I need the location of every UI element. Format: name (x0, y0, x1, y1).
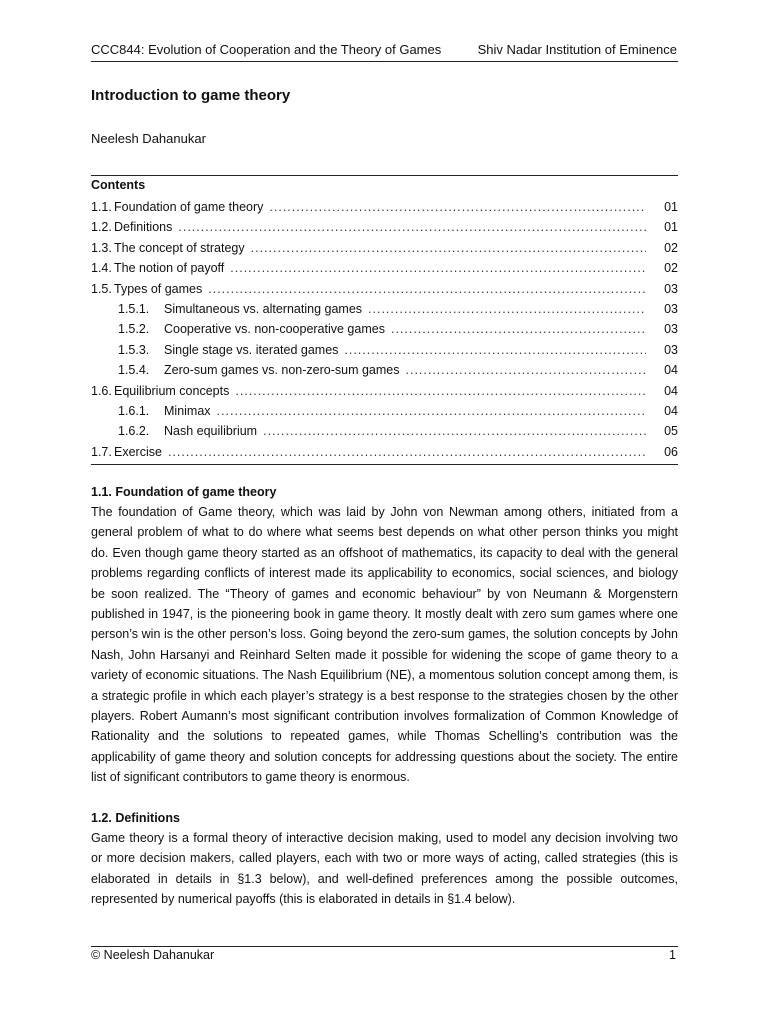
document-title: Introduction to game theory (91, 87, 291, 104)
toc-entry-page: 05 (664, 424, 678, 439)
toc-entry[interactable] (91, 381, 678, 401)
toc-leader-dots (217, 401, 646, 421)
section-heading: 1.1. Foundation of game theory (91, 485, 277, 499)
toc-leader-dots (391, 319, 646, 339)
section-body: Game theory is a formal theory of interactive decision making, used to model any decision involving two or more decision makers, called players, each with two or more ways of acting, called strategies (this is elaborated in details in §1.3 below), and well-defined preferences among the possible outcomes, represented by numerical payoffs (this is elaborated in details in §1.4 below). (91, 831, 678, 907)
toc-list (91, 197, 678, 462)
toc-entry-label: Foundation of game theory (114, 200, 264, 214)
toc-entry[interactable] (91, 401, 678, 421)
toc-entry-number: 1.5.4. (118, 363, 150, 378)
toc-entry-number: 1.5.3. (118, 342, 150, 357)
toc-entry-page: 01 (664, 200, 678, 214)
page-header (91, 42, 677, 60)
toc-entry-page: 01 (664, 220, 678, 235)
toc-entry-label: Zero-sum games vs. non-zero-sum games (164, 363, 400, 378)
toc-entry-page: 03 (664, 281, 678, 296)
toc-leader-dots (251, 238, 646, 258)
toc-entry[interactable] (91, 197, 678, 217)
toc-entry-label: Types of games (114, 281, 203, 296)
toc-entry[interactable] (91, 340, 678, 360)
toc-leader-dots (235, 381, 646, 401)
toc-entry-label: Equilibrium concepts (114, 383, 230, 398)
footer-divider (91, 946, 678, 947)
toc-entry-number: 1.1. (91, 200, 112, 214)
toc-entry[interactable] (91, 299, 678, 319)
toc-leader-dots (368, 299, 646, 319)
toc-entry-number: 1.4. (91, 261, 112, 276)
toc-entry-number: 1.6.1. (118, 403, 150, 418)
toc-entry[interactable] (91, 258, 678, 278)
toc-entry[interactable] (91, 442, 678, 462)
toc-leader-dots (208, 279, 646, 299)
toc-entry-label: Simultaneous vs. alternating games (164, 301, 363, 316)
author-name: Neelesh Dahanukar (91, 131, 206, 146)
toc-heading: Contents (91, 178, 146, 192)
toc-leader-dots (344, 340, 646, 360)
toc-entry-label: Single stage vs. iterated games (164, 342, 339, 357)
toc-entry[interactable] (91, 421, 678, 441)
toc-entry-page: 03 (664, 322, 678, 337)
toc-entry-number: 1.6.2. (118, 424, 150, 439)
toc-entry-label: Cooperative vs. non-cooperative games (164, 322, 385, 337)
table-of-contents (91, 175, 678, 465)
toc-entry[interactable] (91, 360, 678, 380)
toc-entry-page: 04 (664, 403, 678, 418)
toc-entry-number: 1.5.1. (118, 301, 150, 316)
toc-entry[interactable] (91, 319, 678, 339)
section-foundation (91, 482, 678, 788)
page-number: 1 (669, 948, 676, 962)
toc-entry-number: 1.7. (91, 444, 112, 459)
page-footer (91, 948, 676, 962)
toc-entry-number: 1.5. (91, 281, 112, 296)
section-definitions (91, 808, 678, 910)
toc-entry-page: 06 (664, 444, 678, 459)
toc-entry-page: 04 (664, 363, 678, 378)
toc-entry-number: 1.6. (91, 383, 112, 398)
toc-entry-page: 02 (664, 261, 678, 276)
toc-entry-number: 1.5.2. (118, 322, 150, 337)
toc-entry-page: 04 (664, 383, 678, 398)
toc-entry-label: Exercise (114, 444, 162, 459)
toc-entry-label: Definitions (114, 220, 173, 235)
toc-entry-label: Nash equilibrium (164, 424, 258, 439)
institution-name: Shiv Nadar Institution of Eminence (477, 42, 677, 57)
section-body: The foundation of Game theory, which was laid by John von Newman among others, initiated from a general problem of what to do where what seems best depends on what other person thinks you might do. Even though game theory started as an offshoot of mathematics, its capacity to deal with the general problems regarding conflicts of interest made its applicability to economics, social sciences, and biology be soon realized. The “Theory of games and economic behaviour” by von Neumann & Morgenstern published in 1947, is the pioneering book in game theory. It mostly dealt with zero sum games where one person’s win is the other person’s loss. Going beyond the zero-sum games, the solution concepts by John Nash, John Harsanyi and Reinhard Selten made it possible for widening the scope of game theory to a variety of economic situations. The Nash Equilibrium (NE), a momentous solution concept among them, is a strategic profile in which each player’s strategy is a best response to the strategies chosen by the other players. Robert Aumann’s most significant contribution involves formalization of Common Knowledge of Rationality and the solutions to repeated games, while Thomas Schelling’s contribution was the applicability of game theory and solution concepts for addressing questions about the society. The entire list of significant contributors to game theory is enormous. (91, 505, 678, 785)
toc-entry-label: The notion of payoff (114, 261, 225, 276)
toc-entry-label: Minimax (164, 403, 211, 418)
toc-entry[interactable] (91, 217, 678, 237)
toc-leader-dots (168, 442, 646, 462)
section-heading: 1.2. Definitions (91, 811, 180, 825)
toc-entry-label: The concept of strategy (114, 240, 245, 255)
toc-entry[interactable] (91, 238, 678, 258)
toc-entry-number: 1.2. (91, 220, 112, 235)
toc-entry-page: 03 (664, 342, 678, 357)
toc-entry-page: 02 (664, 240, 678, 255)
copyright-notice: © Neelesh Dahanukar (91, 948, 215, 962)
toc-leader-dots (269, 197, 646, 217)
toc-entry[interactable] (91, 279, 678, 299)
toc-entry-page: 03 (664, 301, 678, 316)
header-divider (91, 61, 678, 62)
toc-leader-dots (406, 360, 647, 380)
toc-leader-dots (178, 217, 646, 237)
toc-leader-dots (263, 421, 646, 441)
toc-entry-number: 1.3. (91, 240, 112, 255)
course-title: CCC844: Evolution of Cooperation and the Theory of Games (91, 42, 442, 57)
toc-leader-dots (230, 258, 646, 278)
